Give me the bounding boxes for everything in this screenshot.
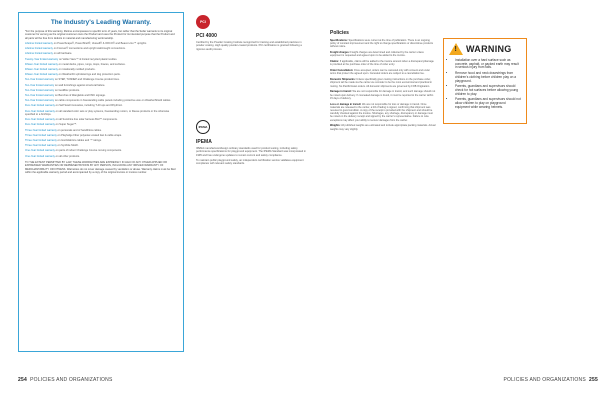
warranty-item [25,58,177,61]
warranty-text: on STEP, TUNNEP and Challenge Course product lines. [54,78,120,82]
warranty-term: Lifetime limited warranty [25,47,53,51]
warning-item: • Parents, guardians and supervisors should not allow children to play on playground equipment while wearing helmets. [455,98,521,109]
warranty-term: Ten-Year limited warranty [25,99,55,103]
right-page-footer [504,377,598,383]
warranty-term: Fifteen-Year limited warranty [25,62,58,66]
warranty-intro: *For the purpose of this warranty, lifetime encompasses to specific term of years, but rather that the Seller warrants to its original customer for as long as the original customer owns the Product and uses the Product for its intended purpose that the Product and all parts will be free from defects in material and manufacturing workmanship. [25,30,175,40]
left-page-footer [18,377,112,383]
warranty-term: One-Year limited warranty [25,154,55,158]
ipema-paragraph: IPEMA manufacturer/design ordinary standards used for product testing, including safety performance specifications for playground equipment. The IPEMA Standard was incorporated in 1995 and has undergone updates to remain current and safety compliance. [196,147,306,157]
warranty-term: One-Year limited warranty [25,149,55,153]
warranty-item [25,52,177,55]
policy-heading: Domestic Shipments: [330,78,356,82]
warranty-term: Five-Year limited warranty [25,104,55,108]
warranty-title: The Industry's Leading Warranty. [50,19,152,26]
policy-text: Unless specifically given routing instructions on the purchase order, shipment will be made via the carrier we consider to be the most economical and practical in routing. No Pacific/Asian orders. All domestic shipments are governed by FOB Origination. [330,78,432,88]
policy-text: Freight charges are determined and collected by the carrier unless equipment is requested and agreed upon to be added to the invoice. [330,51,424,58]
warranty-text: on Super Sugar™. [55,123,78,127]
warning-item: • Installation over a hard surface such as concrete, asphalt, or packed earth may result in serious injury from falls. [455,59,521,70]
policy-text: Specifications were current at the time of publication. There is an ongoing policy of constant improvement and the right to change specifications or discontinue products without notice. [330,39,433,49]
warranty-footer: TO THE EXTENT PERMITTED BY LAW, THESE WARRANTIES ARE EXPRESSLY IN LIEU OF ANY OTHER APPLIED OR EXPRESSED WARRANTIES OR REPRESENTATIONS BY ANY PERSON, INCLUDING ANY IMPLIED WARRANTY OF MERCHANTABILITY OR FITNESS. Warranties do not cover damage caused by vandalism or abuse. Warranty claims must be filed within the applicable warranty period and accompanied by a copy of the original invoice or invoice number. [25,160,176,174]
warranty-term: Three-Year limited warranty [25,133,57,137]
warranty-term: Three-Year limited warranty [25,144,57,148]
warranty-text: on GeoBlox products. [54,88,80,92]
warranty-term: Fifteen-Year limited warranty [25,73,58,77]
pci-logo-icon [196,15,210,29]
warranty-item [25,134,177,137]
warning-item: • Remove hood and neck drawstrings from children's clothing before children play on a playground. [455,72,521,83]
policy-paragraph [330,124,436,130]
policies-section [330,30,436,133]
policy-paragraph [330,39,436,49]
warranty-text: on Synthite Mulch. [57,144,79,148]
warning-item: • Parents, guardians and supervisors should check for hot surfaces before allowing young children to play. [455,85,521,96]
policy-heading: Loss or damage in transit: [330,102,362,106]
ipema-paragraph: To maintain public playground safety, an independent certification service validates equipment compliance with relevant safety standards. [196,158,304,166]
warranty-term: Ten-Year limited warranty [25,93,55,97]
warranty-item [25,123,177,126]
policies-list [330,39,436,131]
warranty-text: on PowerScape®, PowerShell®, Vessell® & ORCO® and Beacon-Go™ uprights [53,41,147,45]
warranty-item [25,155,177,158]
warranty-text: on all other products. [55,154,80,158]
warranty-term: Ten-Year limited warranty [25,78,55,82]
policy-heading: Specifications: [330,39,348,42]
policy-paragraph [330,69,436,75]
warranty-text: on Benches & Wanglelok and FMC signage. [54,93,106,97]
pci-body: Certified by the Powder Coating Institute recognized for training and established practices in powder coating. High quality powder-coated products. PCI certification is granted following a rigorous audit process. [196,41,302,51]
warranty-term: Ten-Year limited warranty [25,88,55,92]
warranty-item [25,99,177,102]
policy-paragraph [330,103,436,122]
warranty-term: Five-Year limited warranty [25,123,55,127]
policy-paragraph [330,78,436,88]
warranty-term: Five-Year limited warranty [25,109,55,113]
policy-text: We are not responsible for loss or damage in transit. Once materials are released to the carrier, a bill of lading is signed, confirming that shipment was received in good condition. A copy of the receipt is provided with the shipment and should be carefully checked against the invoice. Shortages, any shortage, discrepancy or damage must be noted on the delivery receipt and signed by the carrier's representative. Failure to note exceptions may affect your ability to recover damages from the carrier. [330,102,433,122]
policy-paragraph [330,90,436,100]
policy-text: Once accepted, orders can be canceled only with consent and under terms that protect the agreed upon. Canceled orders are subject to a cancellation fee. [330,69,430,76]
warranty-text: on Gordofabrics cables and ™ ratings. [57,138,102,142]
warranty-box [18,12,184,352]
warranty-text: on Self Swell innovative, including T-40 ups and Rhythmic. [55,104,123,108]
policy-text: All published weights are estimated and include appropriate packing materials. Actual weights may vary slightly. [330,124,436,131]
warranty-text: on metal decks, pipes, rungs, loops, braces, and surfaces. [58,62,126,66]
policy-heading: Freight charges: [330,51,350,55]
warranty-item [25,42,177,45]
ipema-logo-icon [196,120,210,134]
policies-title: Policies [330,30,349,36]
warning-title: WARNING [466,44,512,54]
warranty-term: Lifetime limited warranty [25,41,53,45]
warranty-item [25,68,177,71]
left-page-number: 254 [18,377,27,383]
warranty-text: on all Sunshine line solar harness Boil™ components. [55,118,118,122]
warranty-item [25,139,177,142]
warranty-text: on personals and of handiFlow cables. [57,128,102,132]
warranty-term: Three-Year limited warranty [25,138,57,142]
warranty-item [25,89,177,92]
warning-box [443,38,527,124]
warranty-term: Lifetime limited warranty [25,52,53,56]
warranty-item [25,78,177,81]
warranty-text: on wall furnishings against structural failure. [54,83,106,87]
right-footer-label: POLICIES AND ORGANIZATIONS [503,377,586,383]
policy-heading: Order Cancellation: [330,69,354,73]
warranty-item [25,110,177,117]
warranty-text: on all hardware. [53,52,73,56]
warranty-term: Three-Year limited warranty [25,128,57,132]
warranty-item [25,63,177,66]
ipema-logo-text: IPEMA [198,125,208,129]
policy-text: If applicable, claims will be added to the invoice amount when a discrepancy/damage is provided at the purchase order of the time of order entry. [330,60,434,67]
warranty-item [25,94,177,97]
policy-heading: Damage in transit: [330,90,352,94]
policy-heading: Claims: [330,60,340,64]
warranty-text: on parts of indoor Challenge Course moving components. [55,149,122,153]
left-footer-label: POLICIES AND ORGANIZATIONS [30,377,113,383]
ipema-title: IPEMA [196,139,212,145]
warranty-term: Ten-Year limited warranty [25,83,55,87]
warranty-item [25,149,177,152]
warranty-text: on rotationally molded products. [58,67,96,71]
warranty-item [25,129,177,132]
warning-list [449,59,521,109]
warranty-text: on Playfudge Fiber polyester-coated feet & cable wraps. [57,133,122,137]
warranty-text: on all standard color sets or play systems, freestanding motion, or Reese products or the otherwise specified to a birchtips. [25,109,170,116]
warranty-item [25,144,177,147]
warranty-text: on cable components in freestanding cable panels including protective wax on WeatherShield cables. [54,99,172,103]
warranty-item [25,84,177,87]
pci-logo-text: PCI [200,20,206,24]
warning-triangle-icon: ! [449,43,463,55]
warranty-item [25,118,177,121]
policy-text: We are not responsible for damage in transit, and such damage should not be noted upon delivery. If concealed damage is found, it must be reported to the carrier within 15 days of delivery. [330,90,436,100]
pci-title: PCI 4000 [196,33,217,39]
warranty-item [25,47,177,50]
policy-heading: Weights: [330,124,341,128]
right-page-number: 255 [589,377,598,383]
warranty-term: Five-Year limited warranty [25,118,55,122]
warranty-item [25,104,177,107]
policy-paragraph [330,60,436,66]
warranty-text: on Forever® connections and upright wall-bought connections. [53,47,126,51]
warranty-term: Fifteen-Year limited warranty [25,67,58,71]
warranty-text: on Vellier Vacu™ & limited recycled plastic textiles. [58,57,118,61]
warranty-text: on WeatherFit upholsterings and dog protection parts. [58,73,121,77]
policy-paragraph [330,51,436,57]
warranty-list [25,42,177,158]
ipema-body [196,147,306,167]
warranty-term: Twenty-Year limited warranty [25,57,59,61]
warning-header [449,43,521,55]
warranty-item [25,73,177,76]
